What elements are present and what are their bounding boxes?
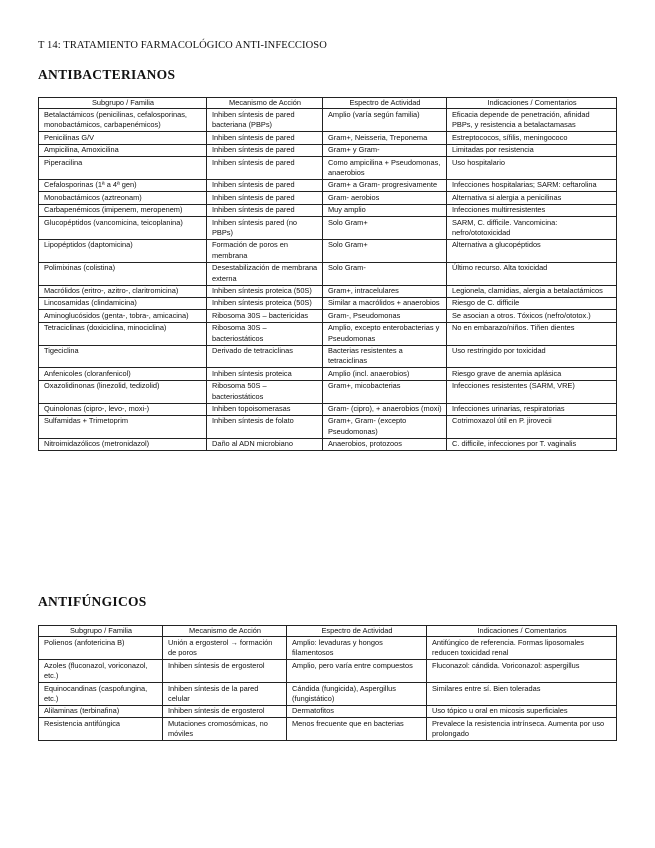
table-cell: Amplio (varía según familia) (323, 109, 447, 132)
table-cell: Nitroimidazólicos (metronidazol) (39, 438, 207, 450)
table-cell: Sulfamidas + Trimetoprim (39, 415, 207, 438)
table-cell: Quinolonas (cipro-, levo-, moxi-) (39, 403, 207, 415)
table-cell: Infecciones resistentes (SARM, VRE) (447, 380, 617, 403)
table-cell: Gram+ y Gram- (323, 144, 447, 156)
table-cell: Como ampicilina + Pseudomonas, anaerobios (323, 157, 447, 180)
table-row (39, 157, 617, 180)
table-cell: Inhiben síntesis de pared (207, 192, 323, 204)
table-row (39, 132, 617, 144)
table-row (39, 239, 617, 262)
table-cell: Gram+, Gram- (excepto Pseudomonas) (323, 415, 447, 438)
table-cell: Se asocian a otros. Tóxicos (nefro/ototox.) (447, 310, 617, 322)
table-row (39, 217, 617, 240)
table-cell: Gram+, Neisseria, Treponema (323, 132, 447, 144)
section-title-antifungicos: ANTIFÚNGICOS (38, 594, 147, 609)
table-row (39, 438, 617, 450)
table-row (39, 310, 617, 322)
table-cell: Ribosoma 30S – bacteriostáticos (207, 322, 323, 345)
table-cell: Inhiben síntesis de ergosterol (163, 660, 287, 683)
table-cell: Monobactámicos (aztreonam) (39, 192, 207, 204)
table-cell: Amplio (incl. anaerobios) (323, 368, 447, 380)
table-cell: Legionela, clamidias, alergia a betalactámicos (447, 285, 617, 297)
table-cell: Inhiben síntesis de pared bacteriana (PBPs) (207, 109, 323, 132)
table-cell: Infecciones multirresistentes (447, 204, 617, 216)
table-cell: Último recurso. Alta toxicidad (447, 262, 617, 285)
table-row (39, 322, 617, 345)
column-header: Espectro de Actividad (323, 98, 447, 109)
table-row (39, 660, 617, 683)
table-cell: Inhiben síntesis proteica (207, 368, 323, 380)
table-row (39, 683, 617, 706)
table-cell: Cotrimoxazol útil en P. jirovecii (447, 415, 617, 438)
table-cell: Polimixinas (colistina) (39, 262, 207, 285)
table-row (39, 297, 617, 309)
table-cell: Ampicilina, Amoxicilina (39, 144, 207, 156)
table-cell: Tetraciclinas (doxiciclina, minociclina) (39, 322, 207, 345)
table-cell: Formación de poros en membrana (207, 239, 323, 262)
table-row (39, 285, 617, 297)
table-cell: Anaerobios, protozoos (323, 438, 447, 450)
table-cell: Fluconazol: cándida. Voriconazol: aspergillus (427, 660, 617, 683)
column-header: Subgrupo / Familia (39, 626, 163, 637)
table-cell: Solo Gram+ (323, 239, 447, 262)
table-cell: Gram- aerobios (323, 192, 447, 204)
column-header: Mecanismo de Acción (207, 98, 323, 109)
table-cell: Glucopéptidos (vancomicina, teicoplanina) (39, 217, 207, 240)
table-cell: Derivado de tetraciclinas (207, 345, 323, 368)
table-cell: Inhiben síntesis de pared (207, 144, 323, 156)
table-cell: Resistencia antifúngica (39, 718, 163, 741)
table-cell: Unión a ergosterol → formación de poros (163, 637, 287, 660)
table-cell: Gram-, Pseudomonas (323, 310, 447, 322)
table-cell: Inhiben síntesis proteica (50S) (207, 285, 323, 297)
table-cell: C. difficile, infecciones por T. vaginalis (447, 438, 617, 450)
column-header: Subgrupo / Familia (39, 98, 207, 109)
table-row (39, 144, 617, 156)
table-row (39, 380, 617, 403)
table-row (39, 718, 617, 741)
table-cell: Solo Gram- (323, 262, 447, 285)
table-cell: Alternativa a glucopéptidos (447, 239, 617, 262)
table-cell: Eficacia depende de penetración, afinidad PBPs, y resistencia a betalactamasas (447, 109, 617, 132)
table-row (39, 109, 617, 132)
table-cell: Mutaciones cromosómicas, no móviles (163, 718, 287, 741)
table-row (39, 403, 617, 415)
table-row (39, 637, 617, 660)
table-row (39, 262, 617, 285)
section-title-antibacterianos: ANTIBACTERIANOS (38, 67, 176, 82)
table-cell: Solo Gram+ (323, 217, 447, 240)
table-cell: SARM, C. difficile. Vancomicina: nefro/ototoxicidad (447, 217, 617, 240)
table-cell: Oxazolidinonas (linezolid, tedizolid) (39, 380, 207, 403)
table-cell: Amplio, excepto enterobacterias y Pseudomonas (323, 322, 447, 345)
table-header-row (39, 98, 617, 109)
table-cell: Prevalece la resistencia intrínseca. Aumenta por uso prolongado (427, 718, 617, 741)
table-cell: Estreptococos, sífilis, meningococo (447, 132, 617, 144)
table-cell: Inhiben síntesis de pared (207, 157, 323, 180)
table-cell: Similar a macrólidos + anaerobios (323, 297, 447, 309)
table-cell: Dermatofitos (287, 705, 427, 717)
table-cell: Betalactámicos (penicilinas, cefalosporinas, monobactámicos, carbapenémicos) (39, 109, 207, 132)
table-cell: Limitadas por resistencia (447, 144, 617, 156)
table-cell: Macrólidos (eritro-, azitro-, claritromicina) (39, 285, 207, 297)
table-cell: No en embarazo/niños. Tiñen dientes (447, 322, 617, 345)
table-cell: Menos frecuente que en bacterias (287, 718, 427, 741)
table-row (39, 345, 617, 368)
table-cell: Inhiben síntesis proteica (50S) (207, 297, 323, 309)
table-cell: Similares entre sí. Bien toleradas (427, 683, 617, 706)
table-cell: Anfenicoles (cloranfenicol) (39, 368, 207, 380)
table-cell: Infecciones hospitalarias; SARM: ceftarolina (447, 179, 617, 191)
table-cell: Daño al ADN microbiano (207, 438, 323, 450)
antibacterianos-table (38, 97, 617, 451)
table-row (39, 415, 617, 438)
table-header-row (39, 626, 617, 637)
table-cell: Cándida (fungicida), Aspergillus (fungistático) (287, 683, 427, 706)
table-cell: Azoles (fluconazol, voriconazol, etc.) (39, 660, 163, 683)
table-cell: Inhiben síntesis de folato (207, 415, 323, 438)
antifungicos-table (38, 625, 617, 741)
column-header: Indicaciones / Comentarios (427, 626, 617, 637)
table-cell: Alternativa si alergia a penicilinas (447, 192, 617, 204)
table-cell: Alilaminas (terbinafina) (39, 705, 163, 717)
table-cell: Ribosoma 30S – bactericidas (207, 310, 323, 322)
table-cell: Cefalosporinas (1ª a 4ª gen) (39, 179, 207, 191)
table-cell: Gram+, intracelulares (323, 285, 447, 297)
table-cell: Muy amplio (323, 204, 447, 216)
page-header: T 14: TRATAMIENTO FARMACOLÓGICO ANTI-INFECCIOSO (38, 40, 327, 51)
table-row (39, 705, 617, 717)
column-header: Indicaciones / Comentarios (447, 98, 617, 109)
table-cell: Aminoglucósidos (genta-, tobra-, amicacina) (39, 310, 207, 322)
table-cell: Uso restringido por toxicidad (447, 345, 617, 368)
table-cell: Riesgo de C. difficile (447, 297, 617, 309)
table-cell: Inhiben síntesis de la pared celular (163, 683, 287, 706)
table-cell: Lipopéptidos (daptomicina) (39, 239, 207, 262)
table-cell: Tigeciclina (39, 345, 207, 368)
table-cell: Uso tópico u oral en micosis superficiales (427, 705, 617, 717)
table-cell: Equinocandinas (caspofungina, etc.) (39, 683, 163, 706)
table-row (39, 179, 617, 191)
table-cell: Amplio, pero varía entre compuestos (287, 660, 427, 683)
table-cell: Antifúngico de referencia. Formas liposomales reducen toxicidad renal (427, 637, 617, 660)
table-cell: Bacterias resistentes a tetraciclinas (323, 345, 447, 368)
table-row (39, 192, 617, 204)
table-cell: Gram+ a Gram- progresivamente (323, 179, 447, 191)
table-cell: Inhiben síntesis de ergosterol (163, 705, 287, 717)
table-cell: Infecciones urinarias, respiratorias (447, 403, 617, 415)
table-cell: Piperacilina (39, 157, 207, 180)
table-cell: Ribosoma 50S – bacteriostáticos (207, 380, 323, 403)
table-row (39, 368, 617, 380)
table-row (39, 204, 617, 216)
table-cell: Riesgo grave de anemia aplásica (447, 368, 617, 380)
table-cell: Desestabilización de membrana externa (207, 262, 323, 285)
table-cell: Gram- (cipro), + anaerobios (moxi) (323, 403, 447, 415)
table-cell: Carbapenémicos (imipenem, meropenem) (39, 204, 207, 216)
table-cell: Inhiben síntesis de pared (207, 132, 323, 144)
table-cell: Inhiben síntesis de pared (207, 179, 323, 191)
table-cell: Gram+, micobacterias (323, 380, 447, 403)
table-cell: Uso hospitalario (447, 157, 617, 180)
table-cell: Inhiben síntesis pared (no PBPs) (207, 217, 323, 240)
table-cell: Amplio: levaduras y hongos filamentosos (287, 637, 427, 660)
column-header: Mecanismo de Acción (163, 626, 287, 637)
table-cell: Penicilinas G/V (39, 132, 207, 144)
column-header: Espectro de Actividad (287, 626, 427, 637)
table-cell: Polienos (anfotericina B) (39, 637, 163, 660)
table-cell: Lincosamidas (clindamicina) (39, 297, 207, 309)
table-cell: Inhiben síntesis de pared (207, 204, 323, 216)
table-cell: Inhiben topoisomerasas (207, 403, 323, 415)
